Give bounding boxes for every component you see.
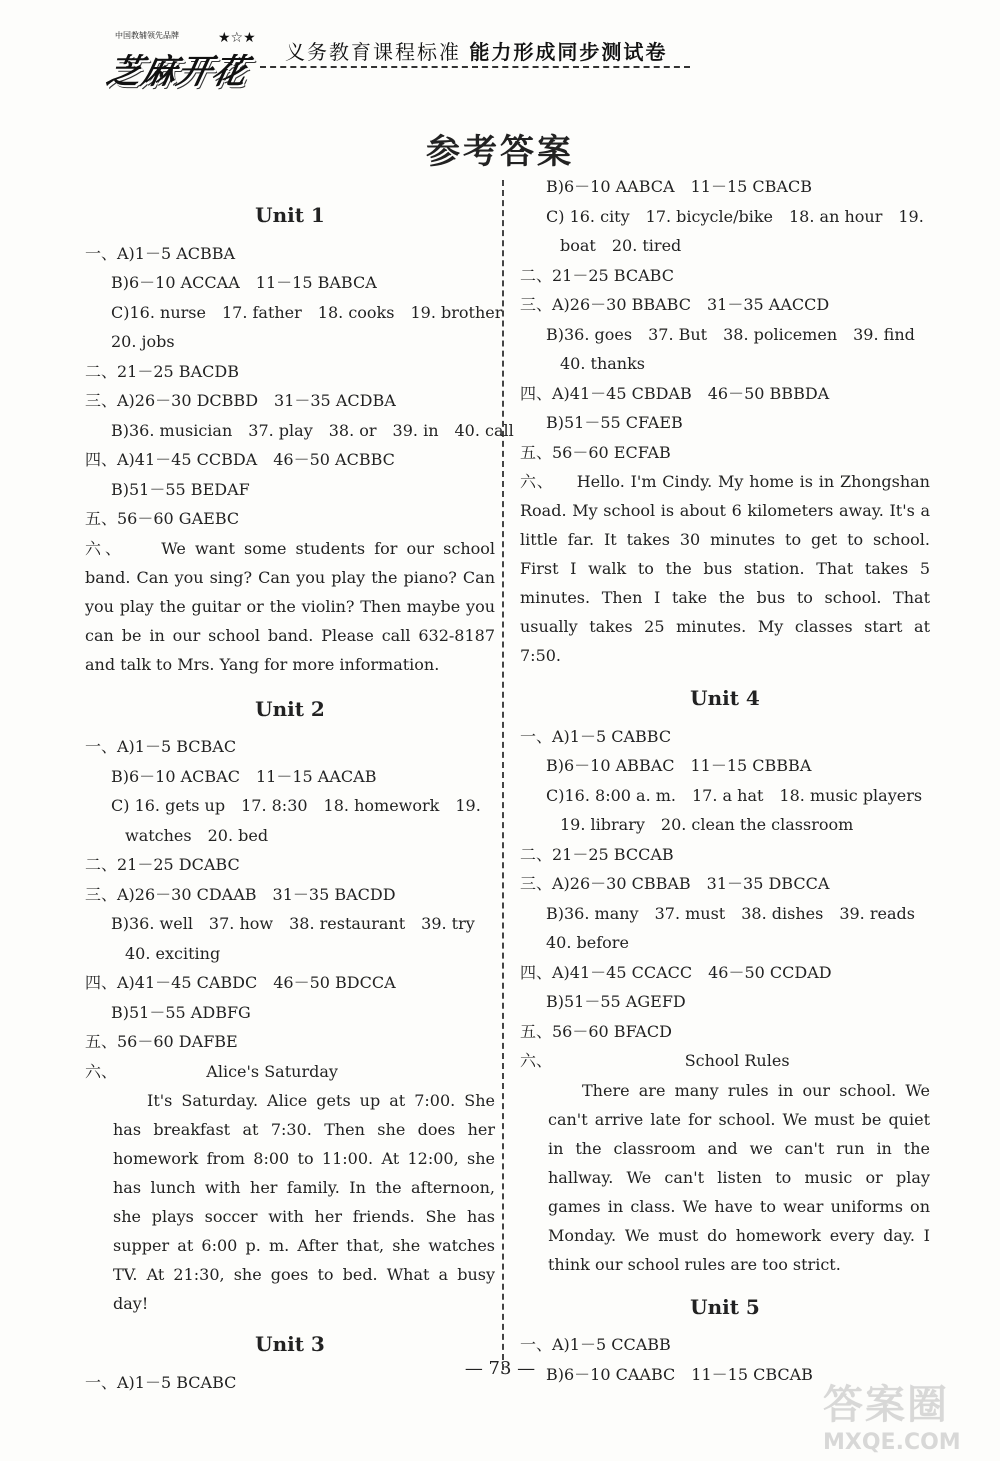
unit-heading: Unit 3 <box>255 1332 325 1356</box>
answer-line: 四、A)41－45 CBDAB 46－50 BBBDA <box>520 383 830 403</box>
logo-brand-text: 芝麻开花 <box>103 52 252 92</box>
stars-icon: ★☆★ <box>218 30 256 46</box>
answer-line: 五、56－60 BFACD <box>520 1021 672 1041</box>
answer-line: 三、A)26－30 CDAAB 31－35 BACDD <box>85 884 396 904</box>
answer-line: 四、A)41－45 CABDC 46－50 BDCCA <box>85 973 396 992</box>
answer-line: B)36. many 37. must 38. dishes 39. reads <box>546 903 915 923</box>
writing-text: It's Saturday. Alice gets up at 7:00. She has breakfast at 7:30. Then she does her homework from 8:00 to 11:00. At 12:00, she has lunch with her family. In the afternoon, she plays soccer with her friends. She has supper at 6:00 p. m. After that, she watches TV. At 21:30, she goes to bed. What a busy day! <box>113 1091 495 1313</box>
page-title: 参考答案 <box>426 132 574 172</box>
answer-line: 五、56－60 GAEBC <box>85 509 240 528</box>
logo-tagline: 中国教辅领先品牌 <box>115 31 179 40</box>
writing-title: School Rules <box>684 1051 790 1070</box>
writing-answer <box>85 534 495 679</box>
brand-logo <box>100 26 270 94</box>
answer-line: B)36. well 37. how 38. restaurant 39. try <box>111 914 475 933</box>
header-divider <box>260 66 690 68</box>
answer-line: C)16. nurse 17. father 18. cooks 19. brother <box>111 302 503 322</box>
unit-heading: Unit 5 <box>690 1294 760 1319</box>
writing-answer <box>520 467 930 670</box>
unit-heading: Unit 2 <box>255 696 325 721</box>
answer-line: B)51－55 BEDAF <box>111 479 250 499</box>
writing-heading <box>520 1046 930 1076</box>
series-title-bold: 能力形成同步测试卷 <box>469 40 668 64</box>
answer-line: B)51－55 CFAEB <box>546 413 683 432</box>
section-label: 六、 <box>85 1061 118 1081</box>
answer-line: 二、21－25 BCABC <box>520 265 674 285</box>
answer-line: B)51－55 ADBFG <box>111 1002 251 1022</box>
answer-line: watches 20. bed <box>125 825 269 845</box>
answer-line: C) 16. gets up 17. 8:30 18. homework 19. <box>111 796 481 815</box>
answer-line: B)6－10 ABBAC 11－15 CBBBA <box>546 756 812 775</box>
answer-line: boat 20. tired <box>560 236 682 255</box>
answer-line: 五、56－60 DAFBE <box>85 1032 238 1051</box>
column-divider <box>502 180 504 1370</box>
site-watermark <box>823 1373 988 1453</box>
answer-line: 三、A)26－30 DCBBD 31－35 ACDBA <box>85 391 396 410</box>
answer-line: 40. thanks <box>560 354 646 373</box>
answer-line: 19. library 20. clean the classroom <box>560 815 854 834</box>
answer-line: B)6－10 AABCA 11－15 CBACB <box>546 177 812 196</box>
answer-line: 二、21－25 DCABC <box>85 855 240 874</box>
answer-line: B)6－10 ACBAC 11－15 AACAB <box>111 766 377 786</box>
answer-line: 五、56－60 ECFAB <box>520 442 671 462</box>
answer-line: B)36. musician 37. play 38. or 39. in 40. call <box>111 420 514 440</box>
right-column <box>520 172 930 1389</box>
answer-line: 二、21－25 BCCAB <box>520 844 674 864</box>
section-label: 六、 <box>520 472 554 491</box>
answer-line: 40. before <box>546 933 629 952</box>
answer-line: 20. jobs <box>111 332 175 351</box>
section-label: 六、 <box>85 538 125 558</box>
page-header <box>100 26 700 96</box>
answer-line: 四、A)41－45 CCBDA 46－50 ACBBC <box>85 450 395 469</box>
unit-heading: Unit 4 <box>690 686 760 710</box>
answer-line: C) 16. city 17. bicycle/bike 18. an hour 19. <box>546 206 924 226</box>
answer-line: 三、A)26－30 CBBAB 31－35 DBCCA <box>520 874 830 893</box>
answer-line: 40. exciting <box>125 943 221 963</box>
watermark-cn: 答案圈 <box>823 1382 949 1428</box>
unit-heading: Unit 1 <box>255 203 325 227</box>
section-label: 六、 <box>520 1051 553 1070</box>
answer-line: B)6－10 ACCAA 11－15 BABCA <box>111 273 377 292</box>
writing-text: Hello. I'm Cindy. My home is in Zhongshan Road. My school is about 6 kilometers away. It's a little far. It takes 30 minutes to get to school. First I walk to the bus station. That takes 5 minutes. Then I take the bus to school. That usually takes 25 minutes. My classes start at 7:50. <box>520 472 930 665</box>
left-column <box>85 195 514 1397</box>
answer-line: 二、21－25 BACDB <box>85 361 239 381</box>
series-title <box>285 36 667 65</box>
answer-line: B)36. goes 37. But 38. policemen 39. find <box>546 324 915 344</box>
answer-line: 一、A)1－5 CABBC <box>520 726 672 746</box>
page-number: — 73 — <box>464 1358 536 1379</box>
answer-line: 一、A)1－5 BCBAC <box>85 737 237 756</box>
answer-line: 三、A)26－30 BBABC 31－35 AACCD <box>520 295 830 314</box>
answer-line: C)16. 8:00 a. m. 17. a hat 18. music players <box>546 785 923 805</box>
answer-line: B)51－55 AGEFD <box>546 992 686 1011</box>
answer-line: 一、A)1－5 BCABC <box>85 1372 237 1392</box>
answer-line: 四、A)41－45 CCACC 46－50 CCDAD <box>520 962 832 982</box>
series-title-normal: 义务教育课程标准 <box>285 40 461 64</box>
writing-text: There are many rules in our school. We can't arrive late for school. We must be quiet in the classroom and we can't run in the hallway. We can't listen to music or play games in class. We have to wear uniforms on Monday. We must do homework every day. I think our school rules are too strict. <box>548 1080 930 1274</box>
watermark-url: MXQE.COM <box>823 1430 961 1455</box>
writing-text: We want some students for our school band. Can you sing? Can you play the piano? Can you play the guitar or the violin? Then maybe you can be in our school band. Please call 632-8187 and talk to Mrs. Yang for more information. <box>85 538 495 674</box>
answer-line: 一、A)1－5 ACBBA <box>85 243 236 263</box>
writing-heading <box>85 1057 495 1087</box>
writing-title: Alice's Saturday <box>206 1061 338 1081</box>
answer-line: B)6－10 CAABC 11－15 CBCAB <box>546 1364 813 1384</box>
answer-line: 一、A)1－5 CCABB <box>520 1335 671 1354</box>
